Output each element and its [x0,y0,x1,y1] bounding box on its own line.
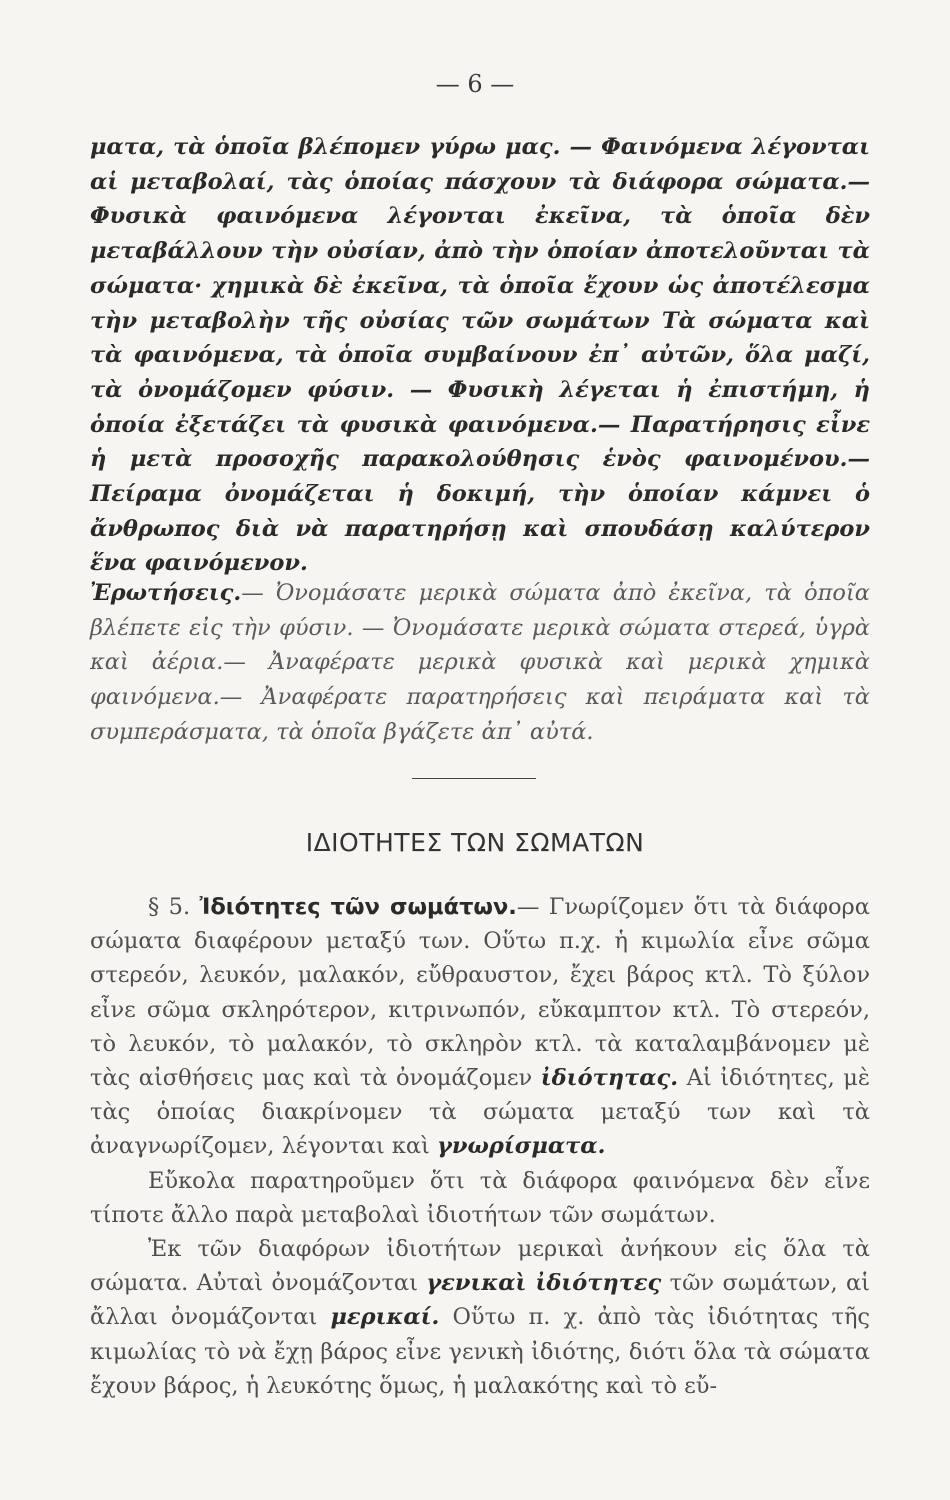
section-text-1b: Αἱ ἰδιότητες, μὲ τὰς ὁποίας διακρίνομεν τὰ σώματα μεταξύ των καὶ τὰ ἀναγνωρίζομεν, λέγονται καὶ [90,1065,870,1160]
section-number: § 5. [148,894,191,920]
intro-text: ματα, τὰ ὁποῖα βλέπομεν γύρω μας. — Φαινόμενα λέγονται αἱ μεταβολαί, τὰς ὁποίας πάσχουν τὰ διάφορα σώματα.— Φυσικὰ φαινόμενα λέγονται ἐκεῖνα, τὰ ὁποῖα δὲν μεταβάλλουν τὴν οὐσίαν, ἀπὸ τὴν ὁποίαν ἀποτελοῦνται τὰ σώματα· χημικὰ δὲ ἐκεῖνα, τὰ ὁποῖα ἔχουν ὡς ἀποτέλεσμα τὴν μεταβολὴν τῆς οὐσίας τῶν σωμάτων Τὰ σώματα καὶ τὰ φαινόμενα, τὰ ὁποῖα συμβαίνουν ἐπ᾽ αὐτῶν, ὅλα μαζί, τὰ ὀνομάζομεν φύσιν. — Φυσικὴ λέγεται ἡ ἐπιστήμη, ἡ ὁποία ἐξετάζει τὰ φυσικὰ φαινόμενα.— Παρατήρησις εἶνε ἡ μετὰ προσοχῆς παρακολούθησις ἑνὸς φαινομένου.—Πείραμα ὀνομάζεται ἡ δοκιμή, τὴν ὁποίαν κάμνει ὁ ἄνθρωπος διὰ νὰ παρατηρήσῃ καὶ σπουδάσῃ καλύτερον ἕνα φαινόμενον. [90,134,870,577]
section-paragraph-2: Εὔκολα παρατηροῦμεν ὅτι τὰ διάφορα φαινόμενα δὲν εἶνε τίποτε ἄλλο παρὰ μεταβολαὶ ἰδιοτήτων τῶν σωμάτων. [90,1167,870,1228]
page-number: — 6 — [435,70,515,98]
section-text-3b: τῶν σωμάτων, αἱ ἄλλαι ὀνομάζονται [90,1270,870,1331]
questions-body [90,576,870,750]
section-paragraph-3 [90,1232,870,1403]
section-text-1a: — Γνωρίζομεν ὅτι τὰ διάφορα σώματα διαφέρουν μεταξύ των. Οὕτω π.χ. ἡ κιμωλία εἶνε σῶμα στερεόν, λευκόν, μαλακόν, εὔθραυστον, ἔχει βάρος κτλ. Τὸ ξύλον εἶνε σῶμα σκληρότερον, κιτρινωπόν, εὔκαμπτον κτλ. Τὸ στερεόν, τὸ λευκόν, τὸ μαλακόν, τὸ σκληρὸν κτλ. τὰ καταλαμβάνομεν μὲ τὰς αἰσθήσεις μας καὶ τὰ ὀνομάζομεν [90,894,870,1092]
keyword-genikai: γενικαὶ ἰδιότητες [426,1270,662,1297]
keyword-merikai: μερικαί. [330,1304,440,1331]
section-text-3c: Οὕτω π. χ. ἀπὸ τὰς ἰδιότητας τῆς κιμωλίας τὸ νὰ ἔχῃ βάρος εἶνε γενικὴ ἰδιότης, διότι ὅλα τὰ σώματα ἔχουν βάρος, ἡ λευκότης ὅμως, ἡ μαλακότης καὶ τὸ εὔ- [90,1304,871,1399]
section-title: Ἰδιότητες τῶν σωμάτων. [199,894,517,920]
section-paragraph-1 [90,890,870,1164]
section-text-3a: Ἐκ τῶν διαφόρων ἰδιοτήτων μερικαὶ ἀνήκουν εἰς ὅλα τὰ σώματα. Αὐταὶ ὀνομάζονται [90,1236,870,1297]
keyword-gnorismata: γνωρίσματα. [437,1133,606,1160]
chapter-heading: ΙΔΙΟΤΗΤΕΣ ΤΩΝ ΣΩΜΑΤΩΝ [305,828,645,857]
questions-text: — Ὀνομάσατε μερικὰ σώματα ἀπὸ ἐκεῖνα, τὰ ὁποῖα βλέπετε εἰς τὴν φύσιν. — Ὀνομάσατε μερικὰ σώματα στερεά, ὑγρὰ καὶ ἀέρια.— Ἀναφέρατε μερικὰ φυσικὰ καὶ μερικὰ χημικὰ φαινόμενα.— Ἀναφέρατε παρατηρήσεις καὶ πειράματα καὶ τὰ συμπεράσματα, τὰ ὁποῖα βγάζετε ἀπ᾽ αὐτά. [90,580,870,745]
questions-paragraph [90,576,870,750]
section-divider [412,778,536,779]
section-body [90,890,870,1403]
intro-paragraph [90,130,870,581]
questions-label: Ἐρωτήσεις. [90,580,242,606]
keyword-idiotitas: ἰδιότητας. [540,1065,679,1092]
